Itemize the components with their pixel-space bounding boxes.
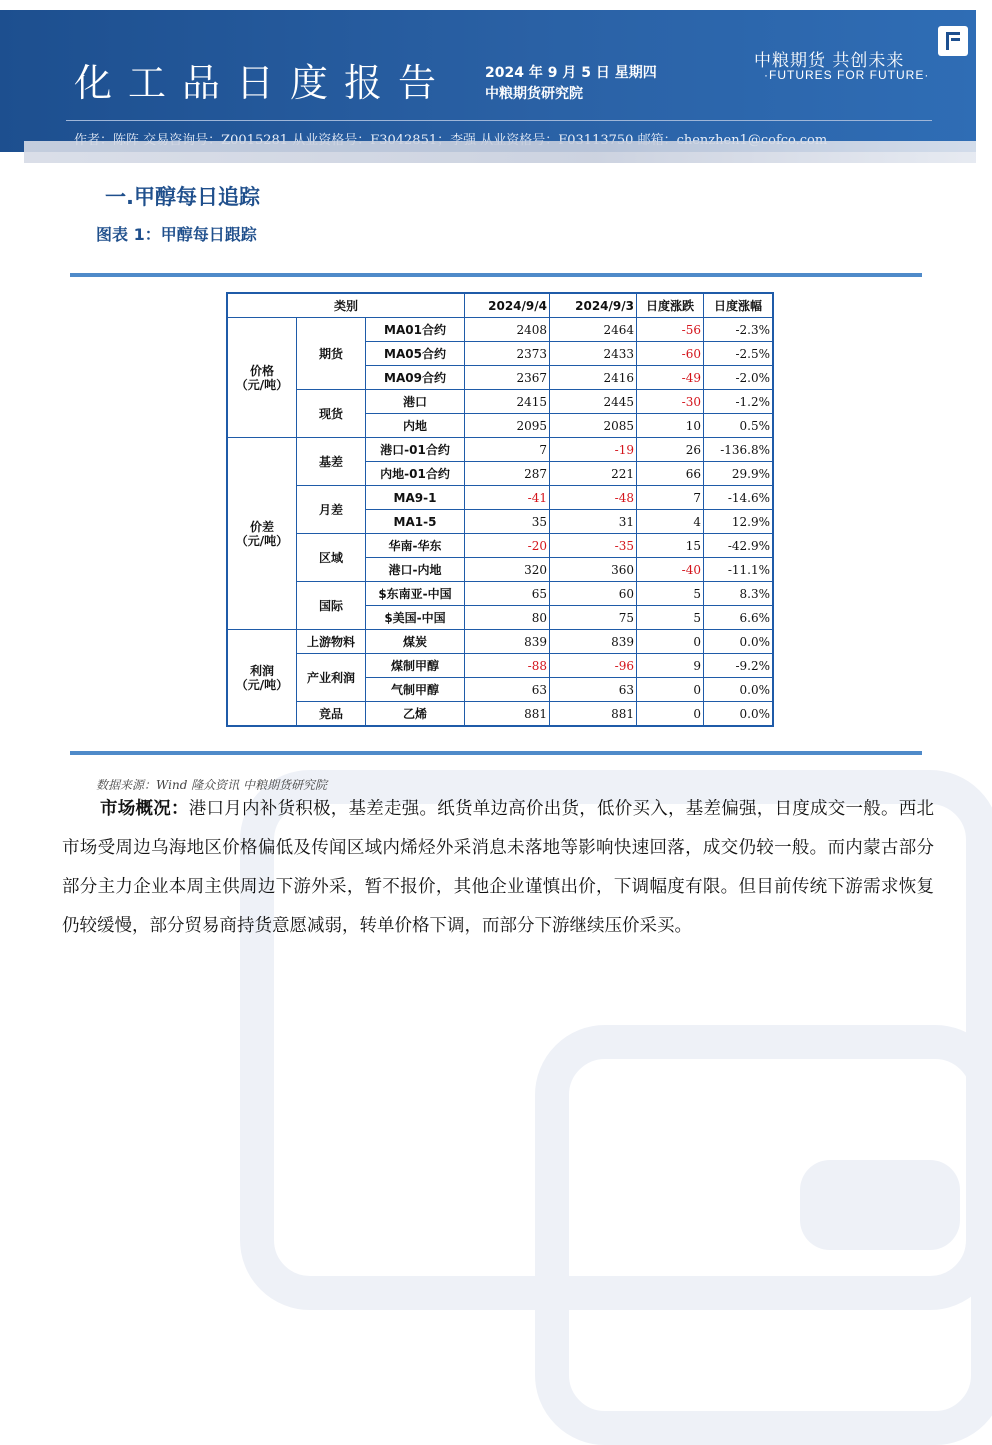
cell-d2: -35 bbox=[550, 534, 637, 558]
header-date-2: 2024/9/3 bbox=[550, 293, 637, 318]
cell-chg: -60 bbox=[637, 342, 704, 366]
cell-chg: -49 bbox=[637, 366, 704, 390]
cell-d1: 2095 bbox=[465, 414, 550, 438]
group-label: 利润 （元/吨） bbox=[227, 630, 297, 727]
cell-pct: -136.8% bbox=[704, 438, 774, 462]
cell-pct: 0.0% bbox=[704, 678, 774, 702]
cell-chg: 66 bbox=[637, 462, 704, 486]
cell-chg: 0 bbox=[637, 630, 704, 654]
cell-pct: -9.2% bbox=[704, 654, 774, 678]
cell-pct: -14.6% bbox=[704, 486, 774, 510]
cell-d2: 2445 bbox=[550, 390, 637, 414]
header-daily-change: 日度涨跌 bbox=[637, 293, 704, 318]
cell-d2: 31 bbox=[550, 510, 637, 534]
cell-chg: 10 bbox=[637, 414, 704, 438]
cell-pct: -11.1% bbox=[704, 558, 774, 582]
report-title: 化工品日度报告 bbox=[74, 61, 453, 105]
cell-pct: 29.9% bbox=[704, 462, 774, 486]
cell-d1: 287 bbox=[465, 462, 550, 486]
cell-pct: 0.0% bbox=[704, 630, 774, 654]
cell-d1: 2373 bbox=[465, 342, 550, 366]
cell-pct: 0.0% bbox=[704, 702, 774, 727]
cell-item: 港口-01合约 bbox=[366, 438, 465, 462]
header-category: 类别 bbox=[227, 293, 465, 318]
cell-chg: 0 bbox=[637, 702, 704, 727]
cell-chg: -40 bbox=[637, 558, 704, 582]
data-source: 数据来源：Wind 隆众资讯 中粮期货研究院 bbox=[96, 778, 328, 792]
cell-item: 港口-内地 bbox=[366, 558, 465, 582]
cell-chg: 9 bbox=[637, 654, 704, 678]
table-bottom-rule bbox=[70, 751, 922, 755]
header-divider bbox=[66, 120, 932, 121]
report-header bbox=[0, 10, 976, 152]
cell-item: 乙烯 bbox=[366, 702, 465, 727]
cell-item: 内地-01合约 bbox=[366, 462, 465, 486]
paragraph-body: 港口月内补货积极，基差走强。纸货单边高价出货，低价买入，基差偏强，日度成交一般。西北市场受周边乌海地区价格偏低及传闻区域内烯烃外采消息未落地等影响快速回落，成交仍较一般。而内蒙古部分部分主力企业本周主供周边下游外采，暂不报价，其他企业谨慎出价，下调幅度有限。但目前传统下游需求恢复仍较缓慢，部分贸易商持货意愿减弱，转单价格下调，而部分下游继续压价采买。 bbox=[62, 799, 934, 936]
cell-d2: 221 bbox=[550, 462, 637, 486]
cell-chg: 4 bbox=[637, 510, 704, 534]
cell-d2: 60 bbox=[550, 582, 637, 606]
cell-d2: 63 bbox=[550, 678, 637, 702]
section-heading bbox=[62, 181, 260, 211]
section-title: 甲醇每日追踪 bbox=[134, 185, 260, 209]
cell-d1: 2408 bbox=[465, 318, 550, 342]
cell-pct: 12.9% bbox=[704, 510, 774, 534]
cell-chg: -30 bbox=[637, 390, 704, 414]
table-header-row bbox=[227, 293, 773, 318]
cell-item: MA1-5 bbox=[366, 510, 465, 534]
table-top-rule bbox=[70, 273, 922, 277]
cell-chg: 5 bbox=[637, 582, 704, 606]
header-date-1: 2024/9/4 bbox=[465, 293, 550, 318]
table-row bbox=[227, 486, 773, 510]
brand-slogan: 中粮期货 共创未来 bbox=[754, 51, 905, 71]
cell-pct: 6.6% bbox=[704, 606, 774, 630]
cell-d2: -48 bbox=[550, 486, 637, 510]
subgroup-label: 基差 bbox=[297, 438, 366, 486]
cell-d2: 2085 bbox=[550, 414, 637, 438]
cell-pct: 8.3% bbox=[704, 582, 774, 606]
cell-item: 气制甲醇 bbox=[366, 678, 465, 702]
report-date: 2024 年 9 月 5 日 星期四 bbox=[485, 65, 657, 81]
cell-d1: -41 bbox=[465, 486, 550, 510]
table-row bbox=[227, 630, 773, 654]
cell-d1: 2367 bbox=[465, 366, 550, 390]
subgroup-label: 国际 bbox=[297, 582, 366, 630]
cell-d1: 2415 bbox=[465, 390, 550, 414]
cell-d2: 2416 bbox=[550, 366, 637, 390]
cell-d2: -96 bbox=[550, 654, 637, 678]
header-decoration-band bbox=[24, 141, 976, 163]
cell-item: 煤制甲醇 bbox=[366, 654, 465, 678]
market-overview-paragraph bbox=[62, 790, 934, 946]
watermark-block bbox=[800, 1160, 960, 1250]
cell-d1: 63 bbox=[465, 678, 550, 702]
cell-d1: 35 bbox=[465, 510, 550, 534]
subgroup-label: 竞品 bbox=[297, 702, 366, 727]
subgroup-label: 月差 bbox=[297, 486, 366, 534]
cell-pct: 0.5% bbox=[704, 414, 774, 438]
table-row bbox=[227, 582, 773, 606]
cell-item: 港口 bbox=[366, 390, 465, 414]
table-row bbox=[227, 318, 773, 342]
cell-d2: -19 bbox=[550, 438, 637, 462]
subgroup-label: 产业利润 bbox=[297, 654, 366, 702]
table-row bbox=[227, 654, 773, 678]
cell-pct: -2.5% bbox=[704, 342, 774, 366]
group-label: 价差 （元/吨） bbox=[227, 438, 297, 630]
brand-slogan-en: ·FUTURES FOR FUTURE· bbox=[764, 68, 930, 82]
section-number: 一. bbox=[105, 185, 134, 209]
cell-chg: 5 bbox=[637, 606, 704, 630]
cell-d2: 881 bbox=[550, 702, 637, 727]
table-row bbox=[227, 390, 773, 414]
cell-item: $东南亚-中国 bbox=[366, 582, 465, 606]
company-logo-icon bbox=[938, 26, 968, 56]
cell-d1: 881 bbox=[465, 702, 550, 727]
cell-d2: 2464 bbox=[550, 318, 637, 342]
subgroup-label: 现货 bbox=[297, 390, 366, 438]
cell-item: MA05合约 bbox=[366, 342, 465, 366]
cell-chg: 7 bbox=[637, 486, 704, 510]
cell-d1: -88 bbox=[465, 654, 550, 678]
cell-item: MA09合约 bbox=[366, 366, 465, 390]
cell-item: 华南-华东 bbox=[366, 534, 465, 558]
cell-d2: 75 bbox=[550, 606, 637, 630]
subgroup-label: 区域 bbox=[297, 534, 366, 582]
cell-d1: 839 bbox=[465, 630, 550, 654]
table-row bbox=[227, 702, 773, 727]
cell-chg: 26 bbox=[637, 438, 704, 462]
cell-d2: 2433 bbox=[550, 342, 637, 366]
cell-item: 内地 bbox=[366, 414, 465, 438]
cell-d1: -20 bbox=[465, 534, 550, 558]
cell-d1: 65 bbox=[465, 582, 550, 606]
cell-pct: -42.9% bbox=[704, 534, 774, 558]
cell-d2: 839 bbox=[550, 630, 637, 654]
cell-pct: -1.2% bbox=[704, 390, 774, 414]
cell-item: $美国-中国 bbox=[366, 606, 465, 630]
cell-item: MA01合约 bbox=[366, 318, 465, 342]
table-row bbox=[227, 438, 773, 462]
cell-chg: 0 bbox=[637, 678, 704, 702]
paragraph-lead: 市场概况： bbox=[100, 799, 189, 819]
subgroup-label: 上游物料 bbox=[297, 630, 366, 654]
cell-d1: 320 bbox=[465, 558, 550, 582]
cell-chg: -56 bbox=[637, 318, 704, 342]
cell-item: MA9-1 bbox=[366, 486, 465, 510]
methanol-tracking-table bbox=[226, 292, 774, 727]
report-org: 中粮期货研究院 bbox=[485, 86, 583, 102]
figure-caption: 图表 1：甲醇每日跟踪 bbox=[96, 225, 257, 244]
cell-d2: 360 bbox=[550, 558, 637, 582]
header-daily-pct: 日度涨幅 bbox=[704, 293, 774, 318]
cell-pct: -2.3% bbox=[704, 318, 774, 342]
subgroup-label: 期货 bbox=[297, 318, 366, 390]
group-label: 价格 （元/吨） bbox=[227, 318, 297, 438]
cell-pct: -2.0% bbox=[704, 366, 774, 390]
cell-d1: 7 bbox=[465, 438, 550, 462]
cell-d1: 80 bbox=[465, 606, 550, 630]
table-row bbox=[227, 534, 773, 558]
cell-item: 煤炭 bbox=[366, 630, 465, 654]
cell-chg: 15 bbox=[637, 534, 704, 558]
